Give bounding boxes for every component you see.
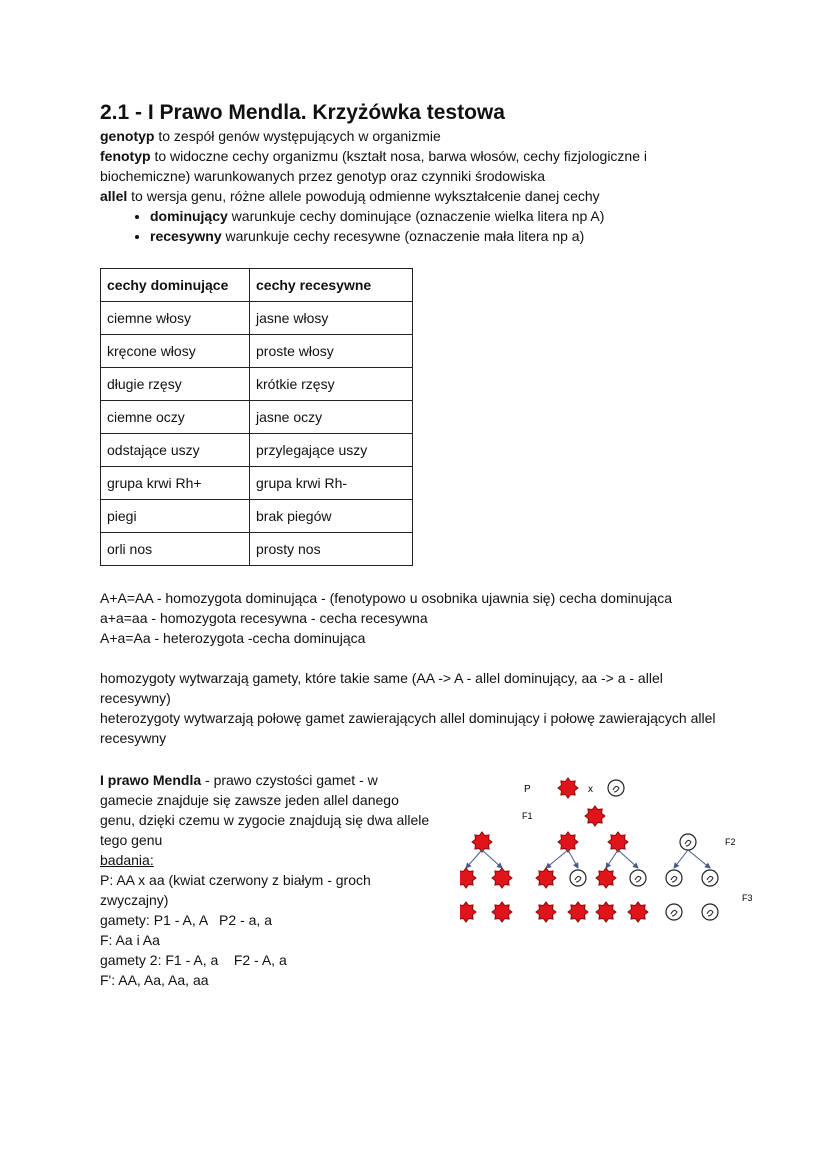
header-recessive: cechy recesywne	[250, 269, 413, 302]
mendel-law-term: I prawo Mendla	[100, 772, 202, 788]
combo-line: a+a=aa - homozygota recesywna - cecha recesywna	[100, 610, 428, 626]
arrow-line	[674, 850, 688, 868]
page-title: 2.1 - I Prawo Mendla. Krzyżówka testowa	[100, 101, 505, 124]
table-cell: grupa krwi Rh-	[250, 467, 413, 500]
definition-fenotyp	[100, 146, 740, 186]
arrow-line	[482, 850, 502, 868]
table-row	[101, 302, 413, 335]
combo-line: A+a=Aa - heterozygota -cecha dominująca	[100, 630, 366, 646]
research-line: F: Aa i Aa	[100, 932, 160, 948]
red-flower-icon	[492, 868, 512, 888]
traits-table	[100, 268, 413, 566]
arrow-line	[568, 850, 578, 868]
red-flower-icon	[536, 902, 556, 922]
red-flower-icon	[492, 902, 512, 922]
arrow-line	[618, 850, 638, 868]
mendel-law-text: - prawo czystości gamet - w gamecie znajduje się zawsze jeden allel danego genu, dzięki czemu w zygocie znajdują się dwa allele tego genu	[100, 772, 430, 848]
table-cell: proste włosy	[250, 335, 413, 368]
document-page	[100, 100, 753, 988]
combo-line: A+A=AA - homozygota dominująca - (fenotypowo u osobnika ujawnia się) cecha dominująca	[100, 590, 672, 606]
table-cell: ciemne oczy	[101, 401, 250, 434]
mendel-crossing-diagram	[460, 770, 760, 940]
research-label: badania:	[100, 852, 154, 868]
table-cell: jasne oczy	[250, 401, 413, 434]
white-flower-icon	[702, 904, 718, 920]
red-flower-icon	[460, 902, 476, 922]
white-flower-icon	[680, 834, 696, 850]
definition-text: to widoczne cechy organizmu (kształt nosa, barwa włosów, cechy fizjologiczne i biochemiczne) warunkowanych przez genotyp oraz czynniki środowiska	[100, 148, 648, 184]
header-dominant: cechy dominujące	[101, 269, 250, 302]
term-recesywny: recesywny	[150, 228, 222, 244]
table-row	[101, 533, 413, 566]
table-cell: kręcone włosy	[101, 335, 250, 368]
table-row	[101, 335, 413, 368]
red-flower-icon	[558, 832, 578, 852]
mendel-law-section	[100, 770, 430, 990]
definition-allel	[100, 186, 740, 206]
term-genotyp: genotyp	[100, 128, 155, 144]
term-fenotyp: fenotyp	[100, 148, 151, 164]
white-flower-icon	[608, 780, 624, 796]
arrow-line	[466, 850, 482, 868]
table-header-row	[101, 269, 413, 302]
arrow-line	[606, 850, 618, 868]
table-row	[101, 368, 413, 401]
gametes-homozygotes: homozygoty wytwarzają gamety, które takie same (AA -> A - allel dominujący, aa -> a - allel recesywny)	[100, 670, 663, 706]
arrow-line	[546, 850, 568, 868]
research-line: gamety 2: F1 - A, a F2 - A, a	[100, 952, 287, 968]
table-cell: orli nos	[101, 533, 250, 566]
table-cell: długie rzęsy	[101, 368, 250, 401]
term-dominujacy: dominujący	[150, 208, 228, 224]
red-flower-icon	[558, 778, 578, 798]
red-flower-icon	[628, 902, 648, 922]
red-flower-icon	[596, 868, 616, 888]
research-line: F': AA, Aa, Aa, aa	[100, 972, 209, 988]
gametes-heterozygotes: heterozygoty wytwarzają połowę gamet zawierających allel dominujący i połowę zawierających allel recesywny	[100, 710, 716, 746]
table-row	[101, 434, 413, 467]
table-row	[101, 467, 413, 500]
list-item	[150, 226, 740, 246]
label-f1: F1	[522, 811, 533, 821]
definition-text: to wersja genu, różne allele powodują odmienne wykształcenie danej cechy	[127, 188, 600, 204]
white-flower-icon	[666, 870, 682, 886]
white-flower-icon	[666, 904, 682, 920]
gametes-explanation	[100, 668, 725, 748]
definition-genotyp	[100, 126, 740, 146]
table-cell: brak piegów	[250, 500, 413, 533]
label-f3: F3	[742, 893, 753, 903]
list-item-text: warunkuje cechy dominujące (oznaczenie wielka litera np A)	[227, 208, 605, 224]
label-f2: F2	[725, 837, 736, 847]
red-flower-icon	[608, 832, 628, 852]
allele-types-list	[100, 206, 740, 246]
table-cell: przylegające uszy	[250, 434, 413, 467]
red-flower-icon	[460, 868, 476, 888]
table-row	[101, 500, 413, 533]
mendel-law-intro	[100, 770, 430, 850]
genotype-combinations	[100, 588, 740, 648]
red-flower-icon	[536, 868, 556, 888]
red-flower-icon	[585, 806, 605, 826]
red-flower-icon	[596, 902, 616, 922]
label-p: P	[524, 784, 531, 795]
research-line: gamety: P1 - A, A P2 - a, a	[100, 912, 272, 928]
table-cell: krótkie rzęsy	[250, 368, 413, 401]
white-flower-icon	[570, 870, 586, 886]
list-item	[150, 206, 740, 226]
white-flower-icon	[702, 870, 718, 886]
research-line: P: AA x aa (kwiat czerwony z białym - groch zwyczajny)	[100, 872, 371, 908]
table-cell: odstające uszy	[101, 434, 250, 467]
white-flower-icon	[630, 870, 646, 886]
red-flower-icon	[568, 902, 588, 922]
label-x: x	[588, 784, 593, 795]
arrow-line	[688, 850, 710, 868]
red-flower-icon	[472, 832, 492, 852]
table-cell: prosty nos	[250, 533, 413, 566]
definition-text: to zespół genów występujących w organizmie	[154, 128, 441, 144]
table-cell: jasne włosy	[250, 302, 413, 335]
term-allel: allel	[100, 188, 128, 204]
table-cell: ciemne włosy	[101, 302, 250, 335]
table-row	[101, 401, 413, 434]
list-item-text: warunkuje cechy recesywne (oznaczenie mała litera np a)	[221, 228, 585, 244]
table-cell: piegi	[101, 500, 250, 533]
table-cell: grupa krwi Rh+	[101, 467, 250, 500]
